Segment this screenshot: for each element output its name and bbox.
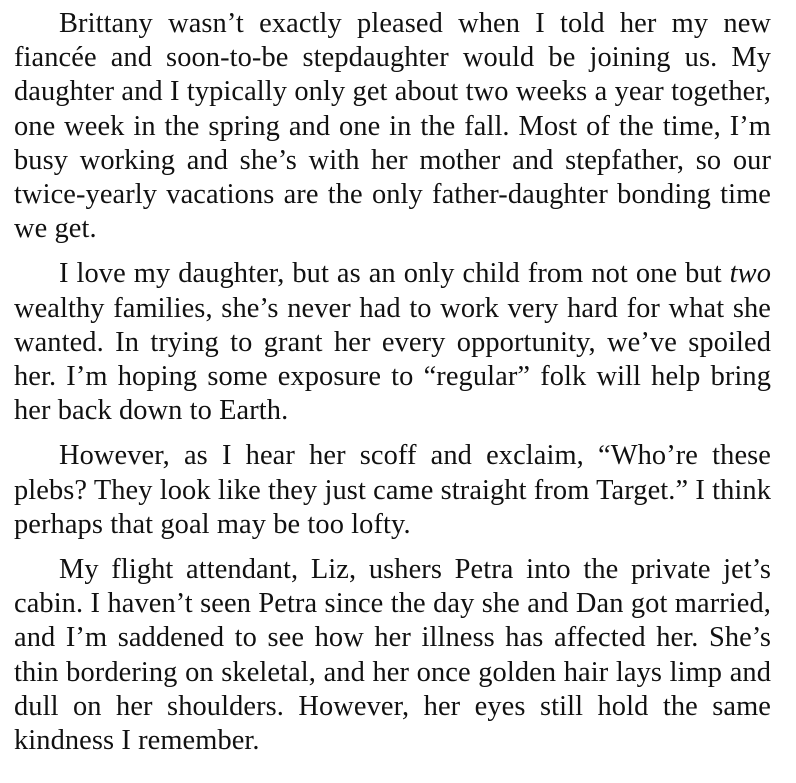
paragraph-2 xyxy=(14,257,771,428)
paragraph-3: However, as I hear her scoff and exclaim, “Who’re these plebs? They look like they just came straight from Target.” I think perhaps that goal may be too lofty. xyxy=(14,440,771,540)
paragraph-2-start: I love my daughter, but as an only child from not one but xyxy=(59,258,730,290)
paragraph-1: Brittany wasn’t exactly pleased when I told her my new fiancée and soon-to-be stepdaughter would be joining us. My daughter and I typically only get about two weeks a year together, one week in the spring and one in the fall. Most of the time, I’m busy working and she’s with her mother and stepfather, so our twice-yearly vacations are the only father-daughter bonding time we get. xyxy=(14,8,771,245)
paragraph-2-end: wealthy families, she’s never had to work very hard for what she wanted. In trying to grant her every opportunity, we’ve spoiled her. I’m hoping some exposure to “regular” folk will help bring her back down to Earth. xyxy=(14,292,771,427)
paragraph-2-emphasis: two xyxy=(729,258,771,290)
document-page xyxy=(14,7,771,769)
paragraph-4: My flight attendant, Liz, ushers Petra into the private jet’s cabin. I haven’t seen Petra since the day she and Dan got married, and I’m saddened to see how her illness has affected her. She’s thin bordering on skeletal, and her once golden hair lays limp and dull on her shoulders. However, her eyes still hold the same kindness I remember. xyxy=(14,554,771,757)
